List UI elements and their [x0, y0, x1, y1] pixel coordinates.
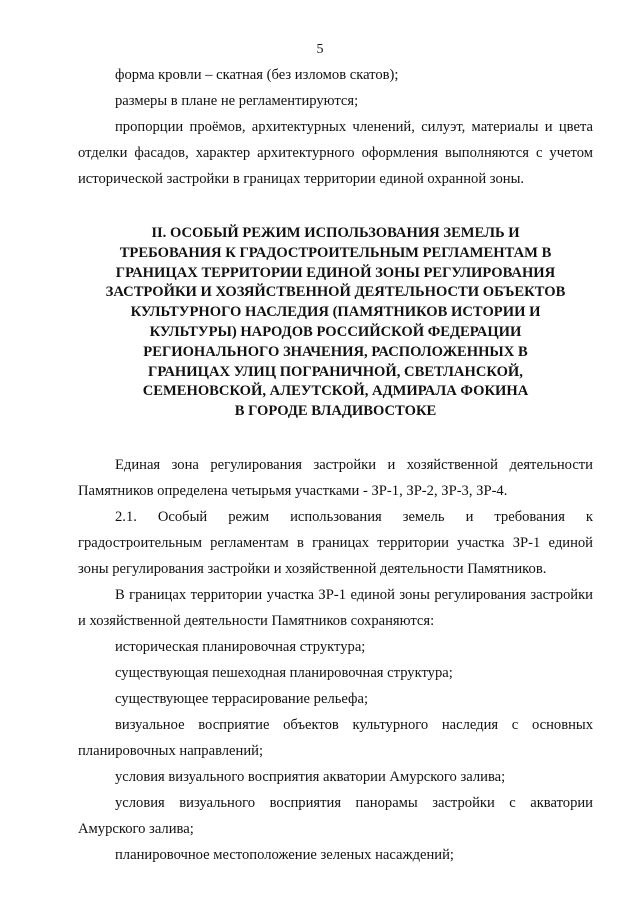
section-title-line: ЗАСТРОЙКИ И ХОЗЯЙСТВЕННОЙ ДЕЯТЕЛЬНОСТИ ОБЪЕКТОВ — [105, 284, 566, 301]
paragraph-zone-sections: Единая зона регулирования застройки и хозяйственной деятельности Памятников определена четырьмя участками - ЗР-1, ЗР-2, ЗР-3, ЗР-4. — [78, 456, 593, 499]
list-item: существующее террасирование рельефа; — [115, 690, 369, 707]
section-title-line: КУЛЬТУРЫ) НАРОДОВ РОССИЙСКОЙ ФЕДЕРАЦИИ — [149, 323, 522, 340]
section-title-line: ГРАНИЦАХ УЛИЦ ПОГРАНИЧНОЙ, СВЕТЛАНСКОЙ, — [148, 363, 523, 380]
list-item: условия визуального восприятия акватории Амурского залива; — [115, 768, 506, 785]
list-item: существующая пешеходная планировочная структура; — [115, 664, 453, 681]
paragraph-clause-2-1: 2.1. Особый режим использования земель и требования к градостроительным регламентам в границах территории участка ЗР-1 единой зоны регулирования застройки и хозяйственной деятельности Памятников. — [78, 508, 593, 577]
paragraph-roof-form: форма кровли – скатная (без изломов скатов); — [115, 67, 399, 83]
list-item: условия визуального восприятия панорамы застройки с акватории Амурского залива; — [78, 794, 593, 837]
page-number: 5 — [316, 42, 324, 57]
section-title-line: В ГОРОДЕ ВЛАДИВОСТОКЕ — [234, 403, 437, 420]
list-item: визуальное восприятие объектов культурного наследия с основных планировочных направлений; — [78, 716, 593, 759]
paragraph-preserved-intro: В границах территории участка ЗР-1 единой зоны регулирования застройки и хозяйственной деятельности Памятников сохраняются: — [78, 586, 593, 629]
section-title-line: ГРАНИЦАХ ТЕРРИТОРИИ ЕДИНОЙ ЗОНЫ РЕГУЛИРОВАНИЯ — [115, 264, 556, 281]
list-item: планировочное местоположение зеленых насаждений; — [115, 846, 454, 863]
section-title-line: РЕГИОНАЛЬНОГО ЗНАЧЕНИЯ, РАСПОЛОЖЕННЫХ В — [143, 343, 528, 360]
paragraph-facade-proportions: пропорции проёмов, архитектурных членений, силуэт, материалы и цвета отделки фасадов, характер архитектурного оформления выполняются с учетом исторической застройки в границах территории единой охранной зоны. — [78, 119, 593, 187]
list-item: историческая планировочная структура; — [115, 638, 366, 655]
paragraph-plan-size: размеры в плане не регламентируются; — [115, 93, 359, 109]
page-content — [78, 62, 593, 868]
section-title-line: СЕМЕНОВСКОЙ, АЛЕУТСКОЙ, АДМИРАЛА ФОКИНА — [142, 383, 529, 400]
section-title-line: КУЛЬТУРНОГО НАСЛЕДИЯ (ПАМЯТНИКОВ ИСТОРИИ И — [130, 304, 541, 321]
section-title — [78, 224, 593, 422]
section-title-line: ТРЕБОВАНИЯ К ГРАДОСТРОИТЕЛЬНЫМ РЕГЛАМЕНТАМ В — [119, 244, 552, 261]
section-title-line: II. ОСОБЫЙ РЕЖИМ ИСПОЛЬЗОВАНИЯ ЗЕМЕЛЬ И — [151, 225, 520, 241]
